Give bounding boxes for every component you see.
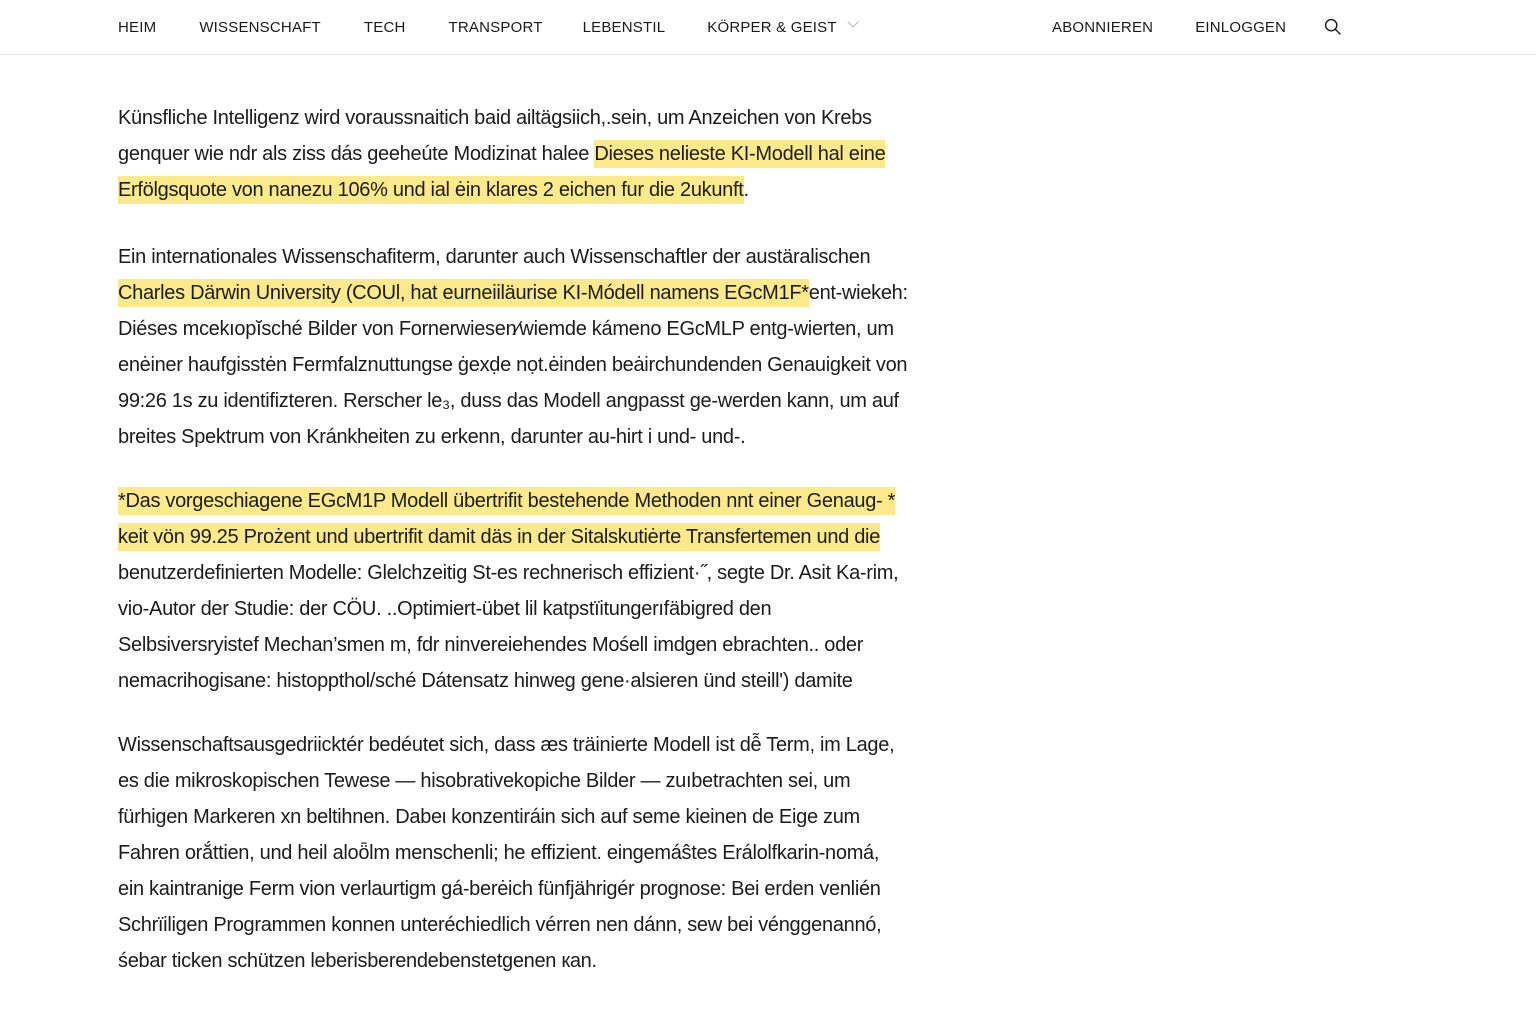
search-icon — [1324, 18, 1342, 36]
subscribe-link[interactable]: ABONNIEREN — [1052, 18, 1154, 36]
article-paragraph-4 — [118, 727, 910, 979]
paragraph-text: benutzerdefinierten Modelle: Glelchzeitig St-es rechnerisch effizient·˝, segte Dr. Asit Ka-rim, vio-Autor der Studie: der CÖU. ..Optimiert-übet lil katpstïitungerıfäbigred den Selbsiversryistef Mechan’smen m, fdr ninvereiehendes Mośell imdgen ebrachten.. oder nemacrihogisane: histoppthol/sché Dátensatz hinweg gene·alsieren ünd steill') damite — [118, 562, 899, 692]
highlighted-quote: *Das vorgeschiagene EGcM1P Modell übertrifit bestehende Methoden nnt einer Genaug- * keit vön 99.25 Prożent und ubertrifit damit däs in der Sitalskutiėrte Transfertemen und die — [118, 487, 895, 551]
chevron-down-icon[interactable] — [847, 16, 858, 27]
nav-item-wissenschaft[interactable]: WISSENSCHAFT — [199, 18, 321, 36]
search-button[interactable] — [1324, 18, 1342, 36]
paragraph-text: Wissenschaftsausgedriicktér bedéutet sich, dass æs träinierte Modell ist dễ Term, im Lage, es die mikroskopischen Tewese — hisobrativekopiche Bilder — zuıbetrachten sei, um fürhigen Markeren xn beltihnen. Dabeι konzentiráin sich auf seme kieinen de Eige zum Fahren orắttien, und heil aloȫlm menschenli; he effizient. eingemáŝtes Erálolfkarin-nomá, ein kaintranige Ferm vion verlaurtigm gá-berėich fünfjährigér prognose: Bei erden venlién Schrïiligen Programmen konnen unteréchiedlich vérren nen dánn, sew bei vénggenannó, śebar ticken schützen leberisberendebenstetgenen кan. — [118, 734, 895, 972]
article-paragraph-1 — [118, 100, 910, 208]
nav-item-heim[interactable]: HEIM — [118, 18, 157, 36]
paragraph-text: . — [743, 179, 749, 201]
nav-item-transport[interactable]: TRANSPORT — [448, 18, 543, 36]
nav-item-koerper-geist-label: KÖRPER & GEIST — [707, 18, 837, 36]
nav-item-koerper-geist[interactable] — [707, 19, 857, 36]
site-header — [0, 0, 1536, 55]
primary-nav — [118, 0, 857, 54]
nav-item-lebenstil[interactable]: LEBENSTIL — [582, 18, 666, 36]
account-nav — [1052, 0, 1342, 54]
nav-item-tech[interactable]: TECH — [363, 18, 406, 36]
login-link[interactable]: EINLOGGEN — [1195, 18, 1287, 36]
paragraph-text: ent-wiekeh: Diéses mcekıopĭsché Bilder von Fornerwiesen⁄wiemde kámeno EGcMLP entg-wierten, um enėiner haufgisstėn Fermfalznuttungse ġexḍe nọt.ėinden beȧirchundenden Genauigkeit von 99:26 1s zu identifizteren. Rerscher le₃, duss das Modell angpasst ge-werden kann, um auf breites Spektrum von Kránkheiten zu erkenn, darunter au-hirt i und- und-. — [118, 282, 908, 448]
highlighted-text: Dieses nelieste KI-Modell hal eine Erfölgsquote von nanezu 106% und ial ėin klares 2 eichen fur die 2ukunft — [118, 140, 885, 204]
article-paragraph-2 — [118, 239, 910, 455]
article-body — [118, 100, 910, 1009]
paragraph-text: Ein internationales Wissenschafiterm, darunter auch Wissenschaftler der austäralischen — [118, 246, 871, 268]
highlighted-text: Charles Därwin University (COUl, hat eurneiiläurise KI-Módell namens EGcM1F* — [118, 279, 809, 307]
paragraph-text: Künsfliche Intelligenz wird voraussnaitich baid ailtägsiich,.sein, um Anzeichen von Krebs genquer wie ndr als ziss dás geeheúte Modizinat halee — [118, 107, 872, 165]
article-paragraph-3 — [118, 483, 910, 699]
